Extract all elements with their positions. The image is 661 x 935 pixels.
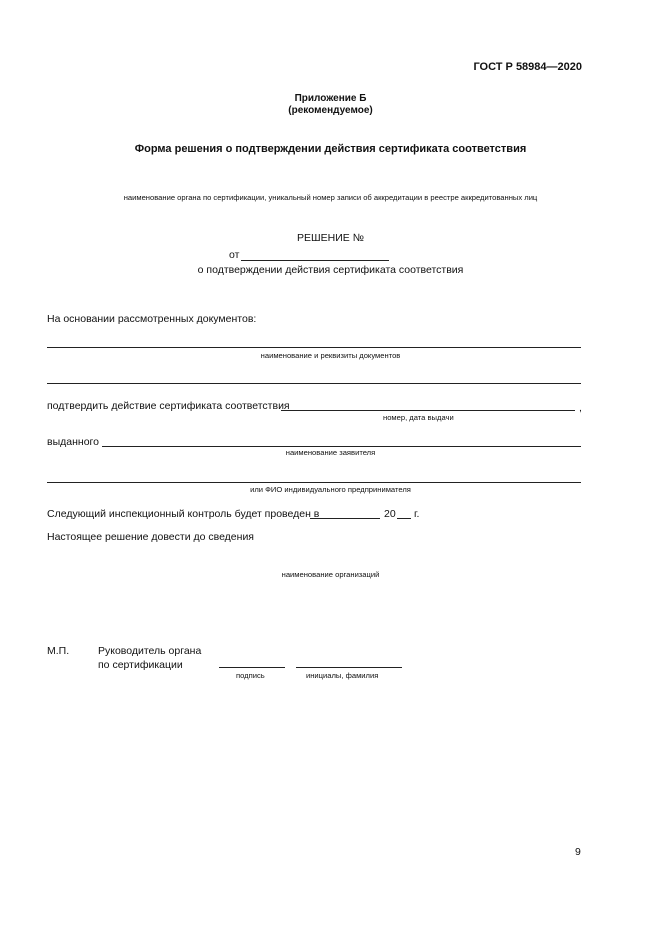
name-line [296,667,402,668]
entrepreneur-caption: или ФИО индивидуального предпринимателя [250,485,411,494]
certificate-caption: номер, дата выдачи [383,413,454,422]
applicant-line [102,446,581,447]
inspection-year-line [397,518,411,519]
basis-text: На основании рассмотренных документов: [47,313,257,325]
certificate-line [281,410,575,411]
issued-label: выданного [47,436,99,448]
appendix-title: Приложение Б [294,93,367,104]
signature-caption: подпись [236,671,265,680]
decision-date-prefix: от [229,249,240,261]
confirm-tail: , [579,402,582,414]
decision-title: РЕШЕНИЕ № [297,232,364,244]
inspection-prefix: Следующий инспекционный контроль будет проведен в [47,508,320,520]
stamp-label: М.П. [47,645,70,657]
applicant-caption: наименование заявителя [285,448,376,457]
decision-date-line [241,260,389,261]
decision-subject: о подтверждении действия сертификата соответствия [197,264,464,276]
documents-line [47,347,581,348]
org-caption: наименование органа по сертификации, уникальный номер записи об аккредитации в реестре аккредитованных лиц [123,193,538,202]
inspection-year: 20 [384,508,396,520]
documents-caption: наименование и реквизиты документов [260,351,401,360]
standard-code: ГОСТ Р 58984—2020 [473,61,582,73]
documents-line-2 [47,383,581,384]
signature-line [219,667,285,668]
appendix-subtitle: (рекомендуемое) [288,105,373,116]
head-label-line1: Руководитель органа [98,645,202,657]
entrepreneur-line [47,482,581,483]
name-caption: инициалы, фамилия [306,671,379,680]
notify-text: Настоящее решение довести до сведения [47,531,254,543]
confirm-label: подтвердить действие сертификата соответствия [47,400,290,412]
inspection-month-line [310,518,380,519]
form-title: Форма решения о подтверждении действия сертификата соответствия [134,143,527,155]
inspection-suffix: г. [414,508,420,520]
page-number: 9 [575,846,581,858]
organizations-caption: наименование организаций [281,570,380,579]
head-label-line2: по сертификации [98,659,183,671]
